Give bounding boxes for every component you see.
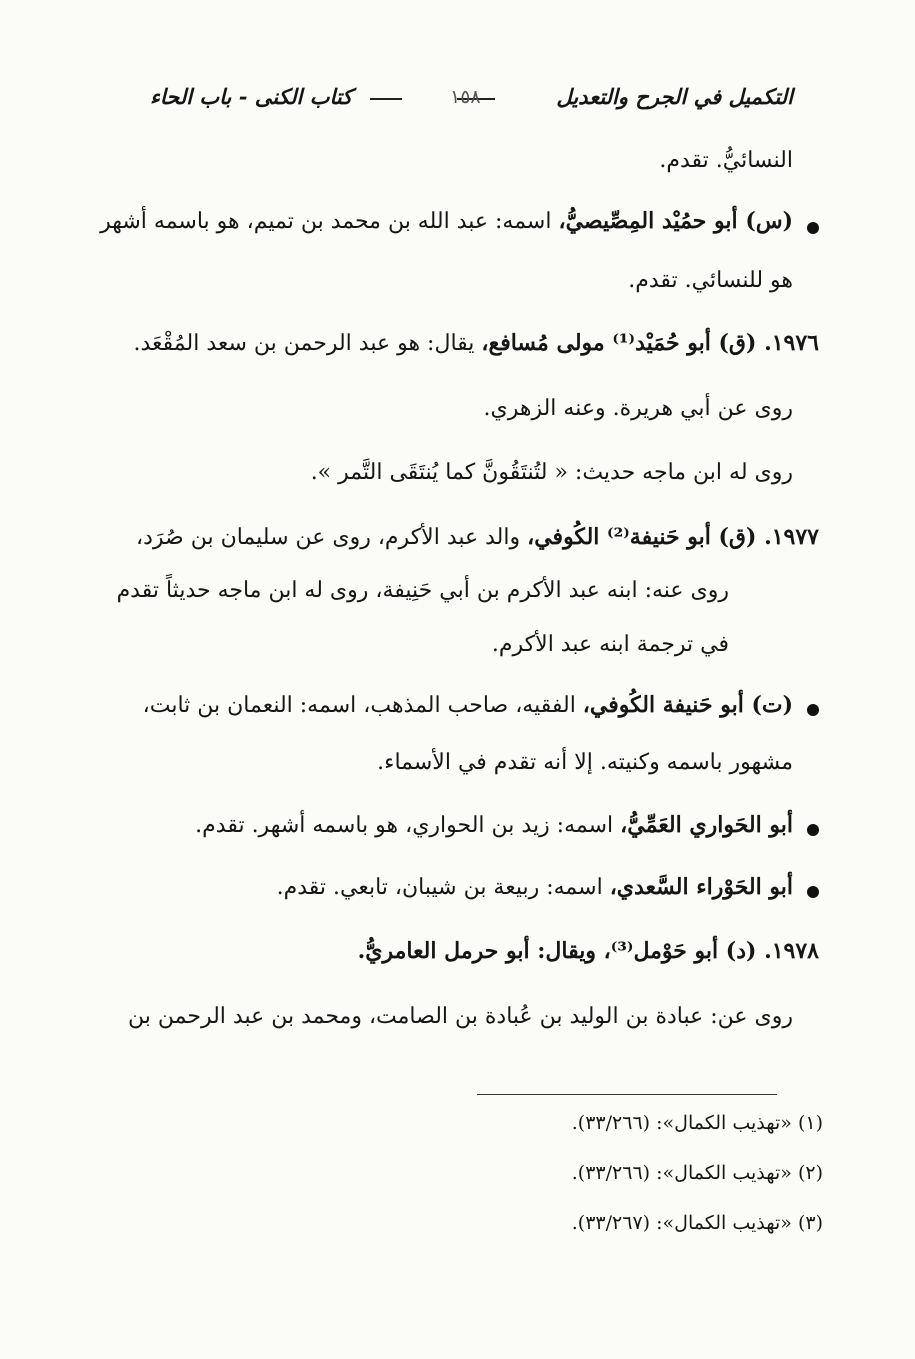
entry-heading: ١٩٧٧. (ق) أبو حَنيفة⁽²⁾ الكُوفي، bbox=[527, 524, 819, 550]
text-line: هو للنسائي. تقدم. bbox=[628, 268, 793, 293]
entry-text: اسمه: عبد الله بن محمد بن تميم، هو باسمه أشهر bbox=[100, 209, 559, 234]
entry-line bbox=[195, 812, 793, 839]
text-line: روى عن أبي هريرة. وعنه الزهري. bbox=[483, 396, 793, 421]
entry-text: والد عبد الأكرم، روى عن سليمان بن صُرَد، bbox=[136, 525, 528, 550]
footnote-separator bbox=[477, 1094, 777, 1095]
bullet-icon bbox=[807, 222, 819, 234]
entry-heading: (ت) أبو حَنيفة الكُوفي، bbox=[582, 692, 793, 718]
text-line: في ترجمة ابنه عبد الأكرم. bbox=[491, 632, 729, 657]
footnote: (٣) «تهذيب الكمال»: (٣٣/٢٦٧). bbox=[571, 1212, 823, 1234]
entry-heading: ١٩٧٦. (ق) أبو حُمَيْد⁽¹⁾ مولى مُسافع، bbox=[481, 330, 819, 356]
entry-heading: (س) أبو حمُيْد المِصِّيصيُّ، bbox=[558, 208, 793, 234]
entry-text: اسمه: زيد بن الحواري، هو باسمه أشهر. تقدم. bbox=[195, 813, 621, 838]
text-line: النسائيُّ. تقدم. bbox=[659, 148, 793, 173]
footnote: (٢) «تهذيب الكمال»: (٣٣/٢٦٦). bbox=[571, 1162, 823, 1184]
bullet-icon bbox=[807, 704, 819, 716]
text-line: روى عنه: ابنه عبد الأكرم بن أبي حَنِيفة، روى له ابن ماجه حديثاً تقدم bbox=[116, 578, 729, 603]
running-header bbox=[150, 84, 793, 120]
entry-line bbox=[96, 524, 819, 551]
entry-text: الفقيه، صاحب المذهب، اسمه: النعمان بن ثابت، bbox=[142, 693, 583, 718]
entry-line bbox=[96, 692, 793, 719]
book-title: التكميل في الجرح والتعديل bbox=[556, 84, 793, 109]
entry-heading: أبو الحَواري العَمِّيُّ، bbox=[620, 812, 793, 838]
footnote: (١) «تهذيب الكمال»: (٣٣/٢٦٦). bbox=[571, 1112, 823, 1134]
entry-text: يقال: هو عبد الرحمن بن سعد المُقْعَد. bbox=[133, 331, 482, 356]
entry-text: اسمه: ربيعة بن شيبان، تابعي. تقدم. bbox=[276, 875, 610, 900]
entry-heading: أبو الحَوْراء السَّعدي، bbox=[609, 874, 793, 900]
bullet-icon bbox=[807, 824, 819, 836]
text-line: روى له ابن ماجه حديث: « لتُنتَقُونَّ كما يُنتَقَى التَّمر ». bbox=[310, 460, 793, 485]
page-number: ١٥٨ bbox=[450, 86, 481, 108]
header-dash bbox=[370, 98, 402, 100]
entry-heading: ١٩٧٨. (د) أبو حَوْمل⁽³⁾، ويقال: أبو حرمل العامريُّ. bbox=[357, 938, 819, 964]
entry-line bbox=[134, 330, 819, 357]
entry-line bbox=[96, 208, 793, 235]
text-line: مشهور باسمه وكنيته. إلا أنه تقدم في الأسماء. bbox=[377, 750, 793, 775]
section-title: كتاب الكنى - باب الحاء bbox=[150, 84, 353, 109]
text-line: روى عن: عبادة بن الوليد بن عُبادة بن الصامت، ومحمد بن عبد الرحمن بن bbox=[128, 1004, 793, 1029]
bullet-icon bbox=[807, 886, 819, 898]
entry-line bbox=[277, 874, 793, 901]
